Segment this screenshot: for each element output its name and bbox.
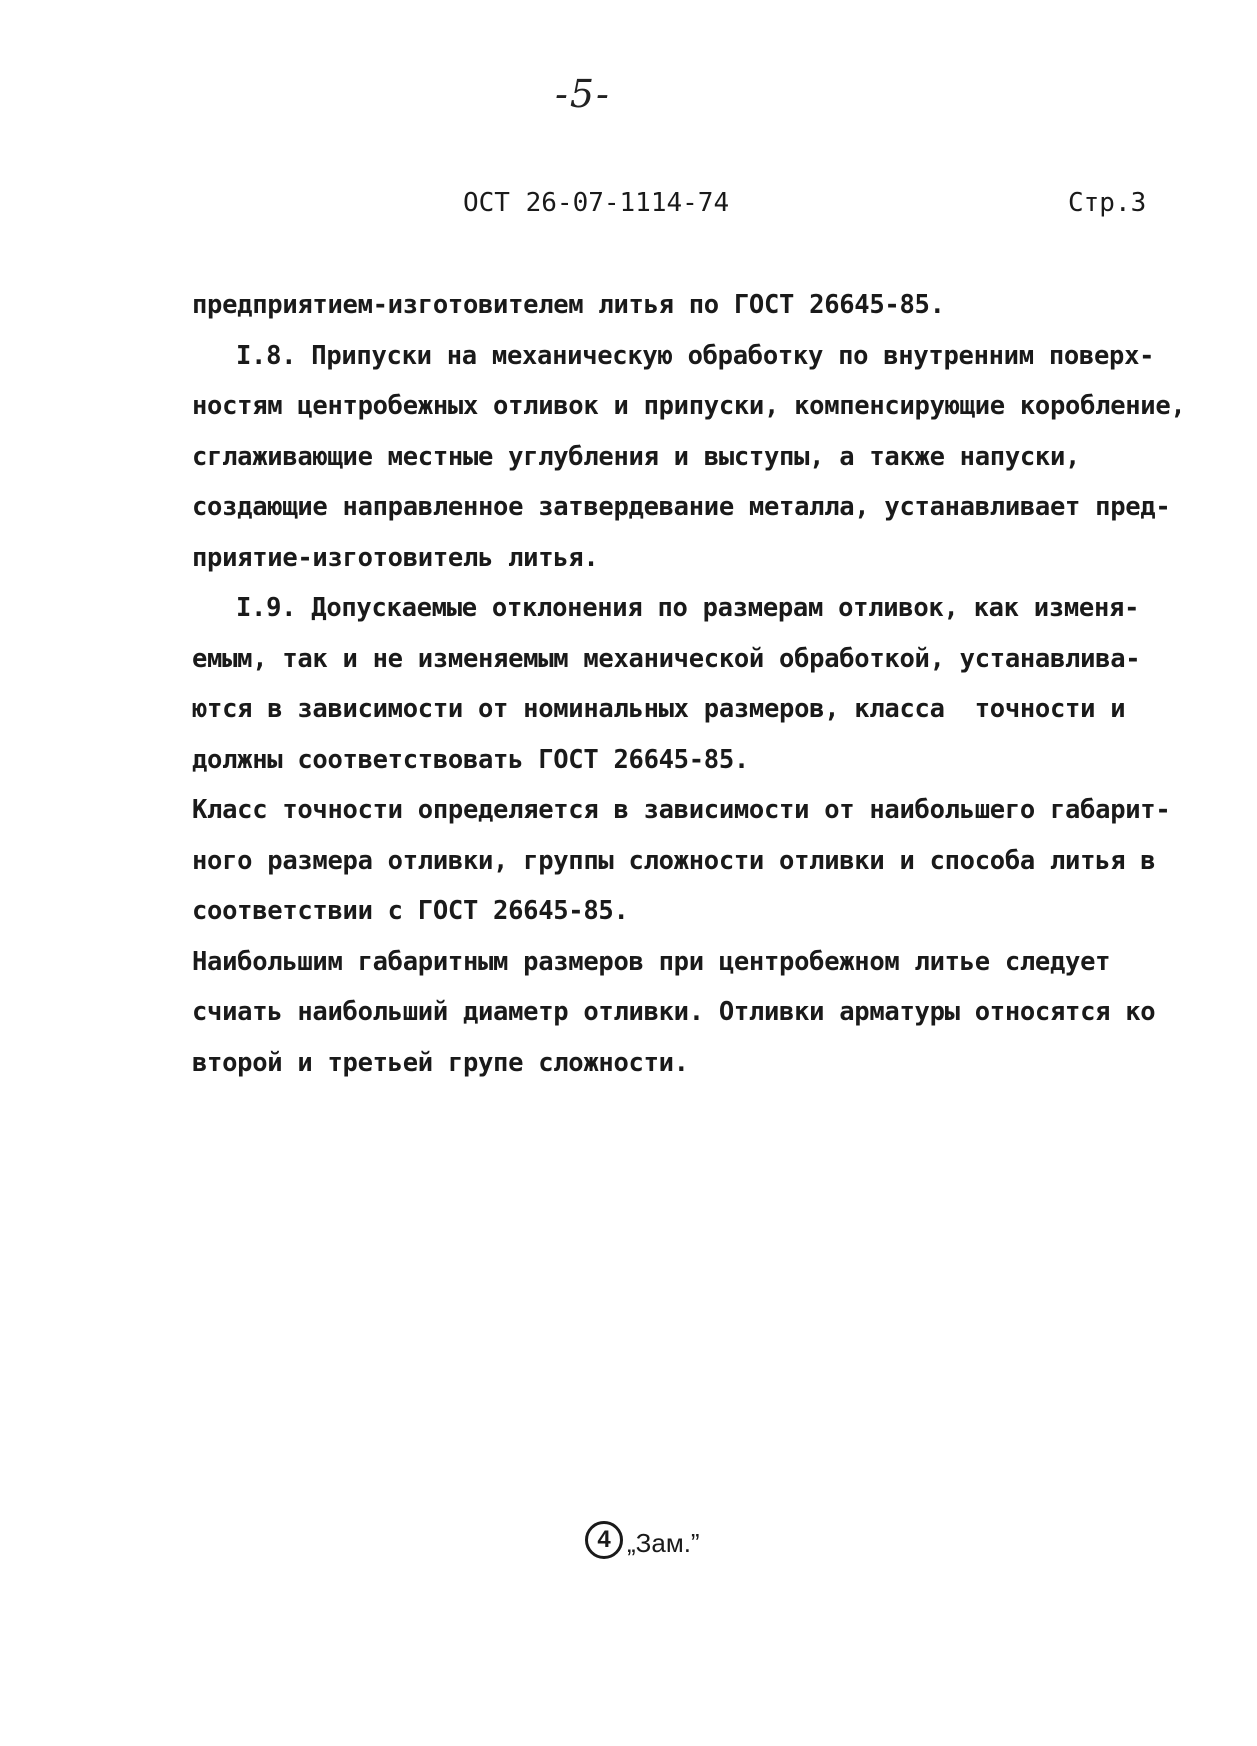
change-mark [585, 1520, 700, 1559]
change-label: „Зам.” [627, 1528, 700, 1558]
page-label: Стр.3 [1068, 188, 1147, 218]
body-line: приятие-изготовитель литья. [192, 542, 599, 573]
body-line: I.8. Припуски на механическую обработку по внутренним поверх- [236, 340, 1155, 371]
body-line: Класс точности определяется в зависимости от наибольшего габарит- [192, 795, 1171, 825]
body-line: емым, так и не изменяемым механической обработкой, устанавлива- [192, 643, 1141, 674]
handwritten-page-number: -5- [555, 72, 611, 116]
body-line: второй и третьей групе сложности. [192, 1047, 689, 1078]
document-code: ОСТ 26-07-1114-74 [463, 188, 730, 218]
body-line: ются в зависимости от номинальных размеров, класса точности и [192, 694, 1126, 724]
change-number-circle: 4 [585, 1521, 623, 1559]
body-line: Наибольшим габаритным размеров при центробежном литье следует [192, 946, 1111, 977]
body-line: счиать наибольший диаметр отливки. Отливки арматуры относятся ко [192, 997, 1156, 1027]
body-line: ного размера отливки, группы сложности отливки и способа литья в [192, 845, 1156, 876]
body-text [192, 280, 1207, 1088]
body-line: создающие направленное затвердевание металла, устанавливает пред- [192, 492, 1171, 522]
body-line: должны соответствовать ГОСТ 26645-85. [192, 744, 749, 775]
body-line: I.9. Допускаемые отклонения по размерам отливок, как изменя- [236, 593, 1140, 623]
body-line: предприятием-изготовителем литья по ГОСТ 26645-85. [192, 290, 945, 320]
body-line: ностям центробежных отливок и припуски, компенсирующие коробление, [192, 391, 1186, 421]
body-line: сглаживающие местные углубления и выступы, а также напуски, [192, 441, 1081, 472]
body-line: соответствии с ГОСТ 26645-85. [192, 896, 629, 926]
